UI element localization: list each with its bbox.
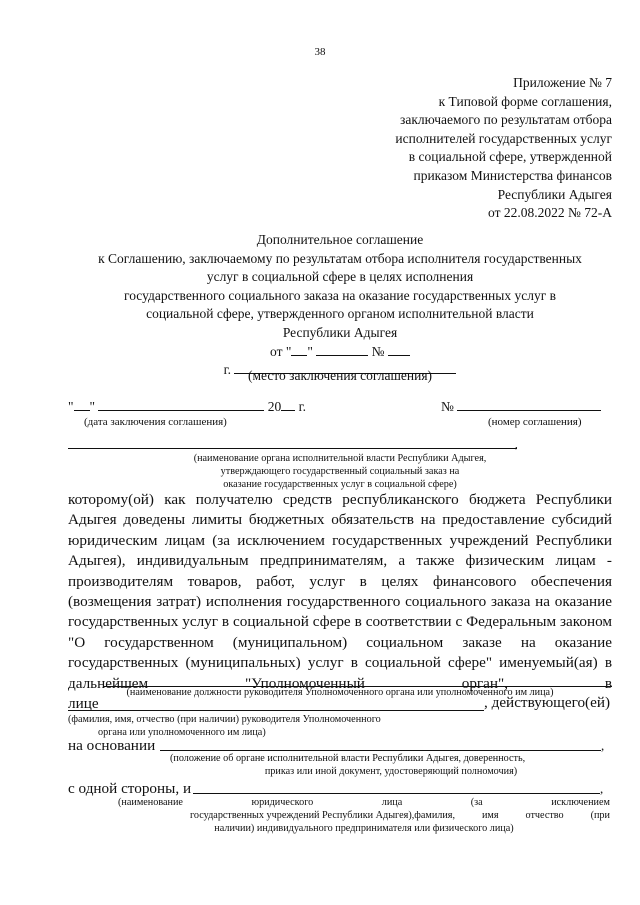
appendix-line: Республики Адыгея	[497, 186, 612, 202]
caption-word: юридического	[251, 797, 314, 808]
appendix-line: заключаемого по результатам отбора	[400, 112, 612, 128]
appendix-line: Приложение № 7	[513, 75, 612, 90]
entity-line[interactable]	[193, 793, 600, 794]
side-label: с одной стороны, и	[68, 780, 192, 797]
named-word: в	[604, 674, 612, 692]
date-day-blank[interactable]	[74, 399, 90, 411]
date-month-blank[interactable]	[98, 399, 264, 411]
from-prefix: от "	[270, 343, 292, 359]
authority-line[interactable]	[68, 448, 517, 449]
month-blank[interactable]	[316, 344, 368, 356]
appendix-line: приказом Министерства финансов	[413, 167, 612, 183]
year-suffix: г.	[298, 399, 307, 414]
caption-line: приказ или иной документ, удостоверяющий полномочия)	[264, 766, 518, 777]
basis-caption	[170, 752, 612, 778]
place-caption: (место заключения соглашения)	[247, 368, 433, 383]
caption-word: (при	[590, 810, 610, 821]
title-line: социальной сфере, утвержденного органом исполнительной власти	[146, 306, 534, 322]
authority-caption	[0, 452, 640, 491]
from-quote: "	[307, 343, 313, 359]
caption-line: (положение об органе исполнительной власти Республики Адыгея, доверенность,	[170, 753, 526, 764]
title-line: Республики Адыгея	[282, 324, 398, 340]
caption-line	[118, 796, 610, 809]
caption-word: имя	[481, 810, 499, 821]
caption-word: (за	[470, 797, 483, 808]
caption-line	[118, 809, 610, 822]
body-line: производителям товаров, работ, услуг в целях финансового обеспечения	[68, 572, 612, 590]
caption-line: (фамилия, имя, отчество (при наличии) руководителя Уполномоченного	[68, 714, 381, 725]
body-line: юридическим лицам (за исключением государственных учреждений Республики	[68, 531, 612, 549]
date-caption: (дата заключения соглашения)	[84, 416, 227, 428]
agreement-body	[68, 490, 612, 714]
appendix-header	[395, 74, 612, 223]
quote-close: "	[89, 399, 96, 414]
body-line: (возмещения затрат) исполнения государственного социального заказа на оказание	[68, 593, 612, 611]
named-word: дальнейшем	[68, 674, 149, 692]
appendix-line: в социальной сфере, утвержденной	[408, 149, 612, 165]
agreement-title	[40, 231, 640, 380]
body-line: Адыгея доведены лимиты бюджетных обязательств на предоставление субсидий	[68, 511, 612, 529]
acting-label: , действующего(ей)	[484, 694, 611, 711]
body-line: которому(ой) как получателю средств республиканского бюджета Республики	[68, 491, 612, 508]
agreement-number-blank[interactable]	[457, 399, 601, 411]
number-blank[interactable]	[388, 344, 410, 356]
named-word: "Уполномоченный	[244, 674, 365, 692]
title-date-line	[40, 343, 640, 362]
agreement-number-row	[441, 398, 601, 416]
number-caption: (номер соглашения)	[488, 416, 582, 428]
appendix-line: к Типовой форме соглашения,	[438, 93, 612, 109]
number-sign: №	[371, 343, 385, 359]
side-end: ,	[600, 781, 604, 796]
named-word: орган",	[461, 674, 509, 692]
position-caption: (наименование должности руководителя Уполномоченного органа или уполномоченного им лица)	[126, 687, 554, 698]
caption-line: утверждающего государственный социальный заказ на	[220, 466, 460, 477]
caption-word: отчество	[525, 810, 564, 821]
number-sign-2: №	[441, 399, 454, 414]
body-line: "О государственном (муниципальном) социальном заказе на оказание	[68, 633, 612, 651]
date-row	[68, 398, 306, 416]
appendix-line: от 22.08.2022 № 72-А	[488, 205, 612, 221]
title-line: к Соглашению, заключаемому по результатам отбора исполнителя государственных	[98, 250, 582, 266]
fio-caption	[68, 713, 381, 739]
caption-line: оказание государственных услуг в социальной сфере)	[223, 479, 457, 490]
year-prefix: 20	[267, 399, 282, 414]
authority-line-end: ,	[515, 439, 518, 451]
title-line: Дополнительное соглашение	[256, 232, 424, 247]
city-prefix: г.	[223, 362, 231, 378]
caption-line: органа или уполномоченного им лица)	[98, 727, 266, 738]
title-line: услуг в социальной сфере в целях исполнения	[206, 269, 474, 285]
caption-line: (наименование органа исполнительной власти Республики Адыгея,	[193, 453, 487, 464]
caption-word: государственных учреждений Республики Адыгея),фамилия,	[190, 810, 456, 821]
caption-word: исключением	[551, 797, 610, 808]
fio-line[interactable]	[68, 710, 484, 711]
entity-caption	[118, 796, 610, 835]
day-blank[interactable]	[291, 344, 307, 356]
basis-line[interactable]	[160, 750, 601, 751]
face-label: лице	[68, 695, 99, 713]
caption-line: наличии) индивидуального предпринимателя или физического лица)	[214, 823, 514, 834]
appendix-line: исполнителей государственных услуг	[395, 130, 612, 146]
year-blank[interactable]	[281, 399, 295, 411]
page-number: 38	[314, 46, 326, 58]
basis-label: на основании	[68, 737, 156, 754]
caption-word: (наименование	[118, 797, 183, 808]
quote-open: "	[68, 399, 74, 414]
body-line: государственных услуг в социальной сфере в соответствии с Федеральным законом	[68, 613, 612, 631]
title-line: государственного социального заказа на оказание государственных услуг в	[124, 287, 556, 303]
basis-end: ,	[601, 738, 605, 753]
body-line: Адыгея), индивидуальным предпринимателям, а также физическим лицам -	[68, 552, 612, 570]
caption-word: лица	[381, 797, 403, 808]
body-line: государственных (муниципальных) услуг в социальной сфере" именуемый(ая) в	[68, 654, 612, 672]
